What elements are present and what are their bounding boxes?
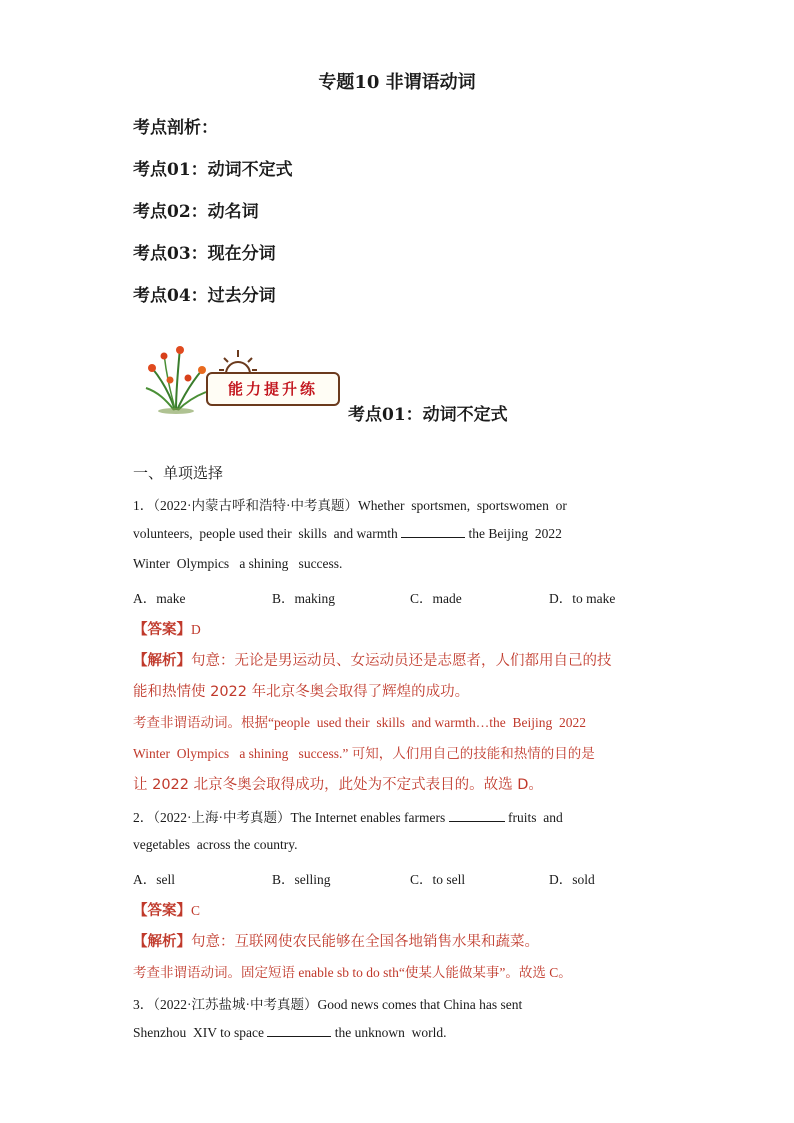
answer-line: 【答案】C — [133, 903, 201, 919]
question-line: vegetables across the country. — [133, 837, 298, 852]
question-line: Winter Olympics a shining success. — [133, 556, 343, 571]
question-line: 2．（2022·上海·中考真题）The Internet enables farmers fruits and — [133, 810, 563, 825]
answer-line: 【答案】D — [133, 622, 201, 638]
analysis-line: 让 2022 北京冬奥会取得成功，此处为不定式表目的。故选 D。 — [133, 777, 543, 793]
option-a[interactable]: A．sell — [133, 872, 175, 887]
outline-item: 考点01：动词不定式 — [133, 160, 293, 180]
question-line: 1．（2022·内蒙古呼和浩特·中考真题）Whether sportsmen, sportswomen or — [133, 498, 567, 513]
analysis-line: Winter Olympics a shining success.” 可知，人们用自己的技能和热情的目的是 — [133, 746, 595, 761]
banner-label: 能力提升练 — [206, 372, 340, 406]
analysis-line: 考查非谓语动词。根据“people used their skills and warmth…the Beijing 2022 — [133, 715, 586, 730]
plant-icon — [140, 340, 210, 415]
answer-blank[interactable] — [449, 809, 505, 822]
option-b[interactable]: B．making — [272, 591, 335, 606]
analysis-line: 【解析】句意：无论是男运动员、女运动员还是志愿者，人们都用自己的技 — [133, 653, 612, 669]
option-b[interactable]: B．selling — [272, 872, 331, 887]
outline-item: 考点04：过去分词 — [133, 286, 276, 306]
analysis-line: 考查非谓语动词。固定短语 enable sb to do sth“使某人能做某事”。故选 C。 — [133, 965, 572, 980]
outline-heading: 考点剖析： — [133, 118, 218, 138]
option-c[interactable]: C．to sell — [410, 872, 466, 887]
analysis-line: 能和热情使 2022 年北京冬奥会取得了辉煌的成功。 — [133, 684, 470, 700]
section-title: 考点01：动词不定式 — [348, 405, 508, 425]
page-title: 专题10 非谓语动词 — [318, 72, 476, 93]
analysis-line: 【解析】句意：互联网使农民能够在全国各地销售水果和蔬菜。 — [133, 934, 539, 950]
ability-banner — [140, 340, 350, 415]
answer-blank[interactable] — [267, 1024, 331, 1037]
section-heading: 一、单项选择 — [133, 464, 224, 482]
answer-blank[interactable] — [401, 525, 465, 538]
option-d[interactable]: D．sold — [549, 872, 595, 887]
question-line: volunteers, people used their skills and warmth the Beijing 2022 — [133, 526, 562, 541]
option-c[interactable]: C．made — [410, 591, 462, 606]
question-line: Shenzhou XIV to space the unknown world. — [133, 1025, 447, 1040]
outline-item: 考点03：现在分词 — [133, 244, 276, 264]
option-a[interactable]: A．make — [133, 591, 186, 606]
question-line: 3．（2022·江苏盐城·中考真题）Good news comes that China has sent — [133, 997, 523, 1012]
option-d[interactable]: D．to make — [549, 591, 616, 606]
outline-item: 考点02：动名词 — [133, 202, 259, 222]
